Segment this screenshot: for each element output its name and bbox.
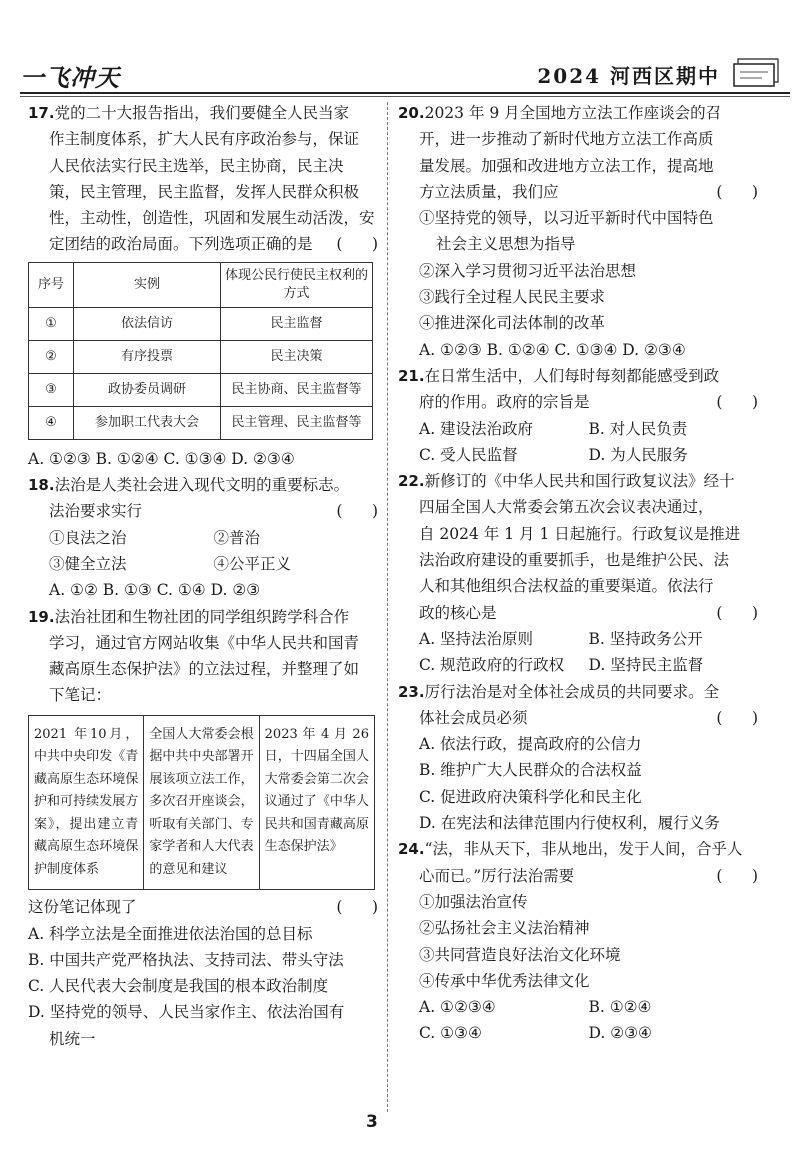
table-header: 体现公民行使民主权利的方式 <box>221 262 373 307</box>
stem-line: 策，民主管理，民主监督，发挥人民群众积极 <box>49 182 360 201</box>
exam-title: 2024 河西区期中 <box>537 64 720 88</box>
question-number: 17. <box>28 104 55 122</box>
left-column <box>28 100 378 1052</box>
stem-line: 性，主动性，创造性，巩固和发展生动活泼，安 <box>49 209 375 228</box>
table-cell: ① <box>29 307 74 340</box>
question-19 <box>28 604 378 1052</box>
answer-option: D. 在宪法和法律范围内行使权利，履行义务 <box>419 814 720 833</box>
statement-choice: ②深入学习贯彻习近平法治思想 <box>419 261 637 280</box>
answer-blank[interactable]: ( ) <box>716 603 758 622</box>
stem-line: 法治要求实行 <box>49 502 143 521</box>
stem-line: 法治政府建设的重要抓手，也是维护公民、法 <box>419 551 730 570</box>
stem-line: 作主制度体系，扩大人民有序政治参与，保证 <box>49 130 360 149</box>
stem-line: 体社会成员必须 <box>419 708 528 727</box>
stem-line: 这份笔记体现了 <box>28 898 137 917</box>
statement-choice: ①加强法治宣传 <box>419 892 528 911</box>
statement-choice: ③践行全过程人民民主要求 <box>419 288 606 307</box>
question-number: 22. <box>398 472 425 491</box>
statement-choices <box>28 525 378 578</box>
stem-line: 政的核心是 <box>419 603 497 622</box>
book-corner-icon <box>732 56 782 88</box>
stem-line: 人和其他组织合法权益的重要渠道。依法行 <box>419 577 714 596</box>
question-number: 18. <box>28 476 55 495</box>
stem-line: 府的作用。政府的宗旨是 <box>419 393 590 412</box>
answer-options <box>398 626 758 679</box>
right-column <box>398 100 758 1047</box>
stem-line: 量发展。加强和改进地方立法工作，提高地 <box>419 156 714 175</box>
stem-line: 法治社团和生物社团的同学组织跨学科合作 <box>54 607 350 626</box>
stem-line: 定团结的政治局面。下列选项正确的是 <box>49 235 313 254</box>
answer-blank[interactable]: ( ) <box>336 898 378 917</box>
question-18 <box>28 472 378 603</box>
note-column: 2023 年 4 月 26 日，十四届全国人大常委会第二次会议通过了《中华人民共和国青藏高原生态保护法》 <box>264 726 369 855</box>
answer-options <box>398 994 758 1047</box>
question-number: 21. <box>398 366 425 385</box>
answer-option: A. ①②③④ <box>419 998 496 1017</box>
stem-line: 在日常生活中，人们每时每刻都能感受到政 <box>424 366 720 385</box>
stem-line: 2023 年 9 月全国地方立法工作座谈会的召 <box>424 104 722 122</box>
statement-choice: ②弘扬社会主义法治精神 <box>419 919 590 938</box>
study-notes-box <box>28 715 375 891</box>
table-row <box>29 373 373 406</box>
page-header <box>20 58 790 98</box>
column-divider <box>387 102 388 1112</box>
answer-option: B. ①②④ <box>588 998 652 1017</box>
statement-choice: ①坚持党的领导，以习近平新时代中国特色 <box>419 209 714 228</box>
answer-blank[interactable]: ( ) <box>716 708 758 727</box>
table-cell: 民主决策 <box>221 340 373 373</box>
answer-option: C. ①③④ <box>419 1024 482 1043</box>
question-number: 19. <box>28 607 55 626</box>
question-24 <box>398 836 758 1046</box>
question-number: 23. <box>398 682 425 701</box>
header-rule <box>20 92 790 94</box>
table-header: 实例 <box>74 262 221 307</box>
stem-line: 四届全国人大常委会第五次会议表决通过， <box>419 498 714 517</box>
stem-line: 厉行法治是对全体社会成员的共同要求。全 <box>424 682 720 701</box>
question-20 <box>398 100 758 363</box>
answer-option: D. 坚持党的领导、人民当家作主、依法治国有 <box>28 1003 345 1022</box>
answer-option: C. 受人民监督 <box>419 445 518 464</box>
statement-choice: ④传承中华优秀法律文化 <box>419 971 590 990</box>
header-rule-thin <box>20 96 790 97</box>
q17-table <box>28 262 373 440</box>
stem-line: 自 2024 年 1 月 1 日起施行。行政复议是推进 <box>419 524 741 543</box>
answer-blank[interactable]: ( ) <box>716 182 758 201</box>
question-17 <box>28 100 378 472</box>
stem-line: 下笔记： <box>49 686 112 705</box>
question-23 <box>398 679 758 837</box>
table-row <box>29 406 373 439</box>
statement-choice: ①良法之治 <box>49 528 127 547</box>
answer-option: B. 对人民负责 <box>588 419 688 438</box>
table-cell: 民主协商、民主监督等 <box>221 373 373 406</box>
stem-line: 开，进一步推动了新时代地方立法工作高质 <box>419 130 714 149</box>
answer-option: B. 中国共产党严格执法、支持司法、带头守法 <box>28 950 344 969</box>
answer-option: C. 规范政府的行政权 <box>419 656 565 675</box>
answer-option: A. 坚持法治原则 <box>419 629 534 648</box>
answer-option: C. 促进政府决策科学化和民主化 <box>419 787 642 806</box>
answer-blank[interactable]: ( ) <box>716 393 758 412</box>
answer-option: D. 为人民服务 <box>588 445 688 464</box>
question-number: 24. <box>398 840 425 859</box>
stem-line: 学习，通过官方网站收集《中华人民共和国青 <box>49 633 360 652</box>
stem-line: 心而已。”厉行法治需要 <box>419 866 575 885</box>
question-number: 20. <box>398 104 425 122</box>
question-22 <box>398 468 758 678</box>
table-header-row <box>29 262 373 307</box>
stem-line: 藏高原生态保护法》的立法过程，并整理了如 <box>49 660 360 679</box>
table-cell: 参加职工代表大会 <box>74 406 221 439</box>
stem-line: 法治是人类社会进入现代文明的重要标志。 <box>54 476 350 495</box>
table-row <box>29 340 373 373</box>
answer-option: B. 维护广大人民群众的合法权益 <box>419 761 642 780</box>
table-header: 序号 <box>29 262 74 307</box>
table-cell: 民主管理、民主监督等 <box>221 406 373 439</box>
statement-choice: 社会主义思想为指导 <box>436 235 576 254</box>
table-row <box>29 307 373 340</box>
table-cell: 政协委员调研 <box>74 373 221 406</box>
answer-option: C. 人民代表大会制度是我国的根本政治制度 <box>28 977 329 996</box>
table-cell: 民主监督 <box>221 307 373 340</box>
answer-blank[interactable]: ( ) <box>336 235 378 254</box>
answer-option: A. 科学立法是全面推进依法治国的总目标 <box>28 924 313 943</box>
answer-blank[interactable]: ( ) <box>716 866 758 885</box>
answer-option: A. 依法行政，提高政府的公信力 <box>419 735 642 754</box>
page-number: 3 <box>366 1112 378 1132</box>
table-cell: 依法信访 <box>74 307 221 340</box>
stem-line: 方立法质量，我们应 <box>419 182 559 201</box>
answer-option: A. 建设法治政府 <box>419 419 534 438</box>
stem-line: “法，非从天下，非从地出，发于人间，合乎人 <box>424 840 743 859</box>
answer-options: A. ①②③ B. ①②④ C. ①③④ D. ②③④ <box>28 449 295 468</box>
answer-option: B. 坚持政务公开 <box>588 629 703 648</box>
statement-choice: ④推进深化司法体制的改革 <box>419 314 606 333</box>
stem-line: 新修订的《中华人民共和国行政复议法》经十 <box>424 472 735 491</box>
stem-line: 党的二十大报告指出，我们要健全人民当家 <box>54 104 350 122</box>
statement-choice: ③健全立法 <box>49 554 127 573</box>
answer-option: D. 坚持民主监督 <box>588 656 704 675</box>
answer-option: D. ②③④ <box>588 1024 652 1043</box>
answer-blank[interactable]: ( ) <box>336 502 378 521</box>
statement-choice: ②普治 <box>213 528 261 547</box>
table-cell: 有序投票 <box>74 340 221 373</box>
answer-option: 机统一 <box>49 1029 96 1048</box>
brand-logo-text: 一飞冲天 <box>20 64 120 92</box>
answer-options: A. ①② B. ①③ C. ①④ D. ②③ <box>49 581 261 600</box>
table-cell: ④ <box>29 406 74 439</box>
statement-choice: ③共同营造良好法治文化环境 <box>419 945 621 964</box>
question-21 <box>398 363 758 468</box>
stem-line: 人民依法实行民主选举，民主协商，民主决 <box>49 156 344 175</box>
answer-options <box>398 416 758 469</box>
table-cell: ③ <box>29 373 74 406</box>
statement-choice: ④公平正义 <box>213 554 292 573</box>
answer-options: A. ①②③ B. ①②④ C. ①③④ D. ②③④ <box>419 340 686 359</box>
table-cell: ② <box>29 340 74 373</box>
note-column: 2021 年10月，中共中央印发《青藏高原生态环境保护和可持续发展方案》，提出建立青藏高原生态环境保护制度体系 <box>29 716 144 890</box>
note-column: 全国人大常委会根据中共中央部署开展该项立法工作，多次召开座谈会，听取有关部门、专家学者和人大代表的意见和建议 <box>144 716 259 890</box>
